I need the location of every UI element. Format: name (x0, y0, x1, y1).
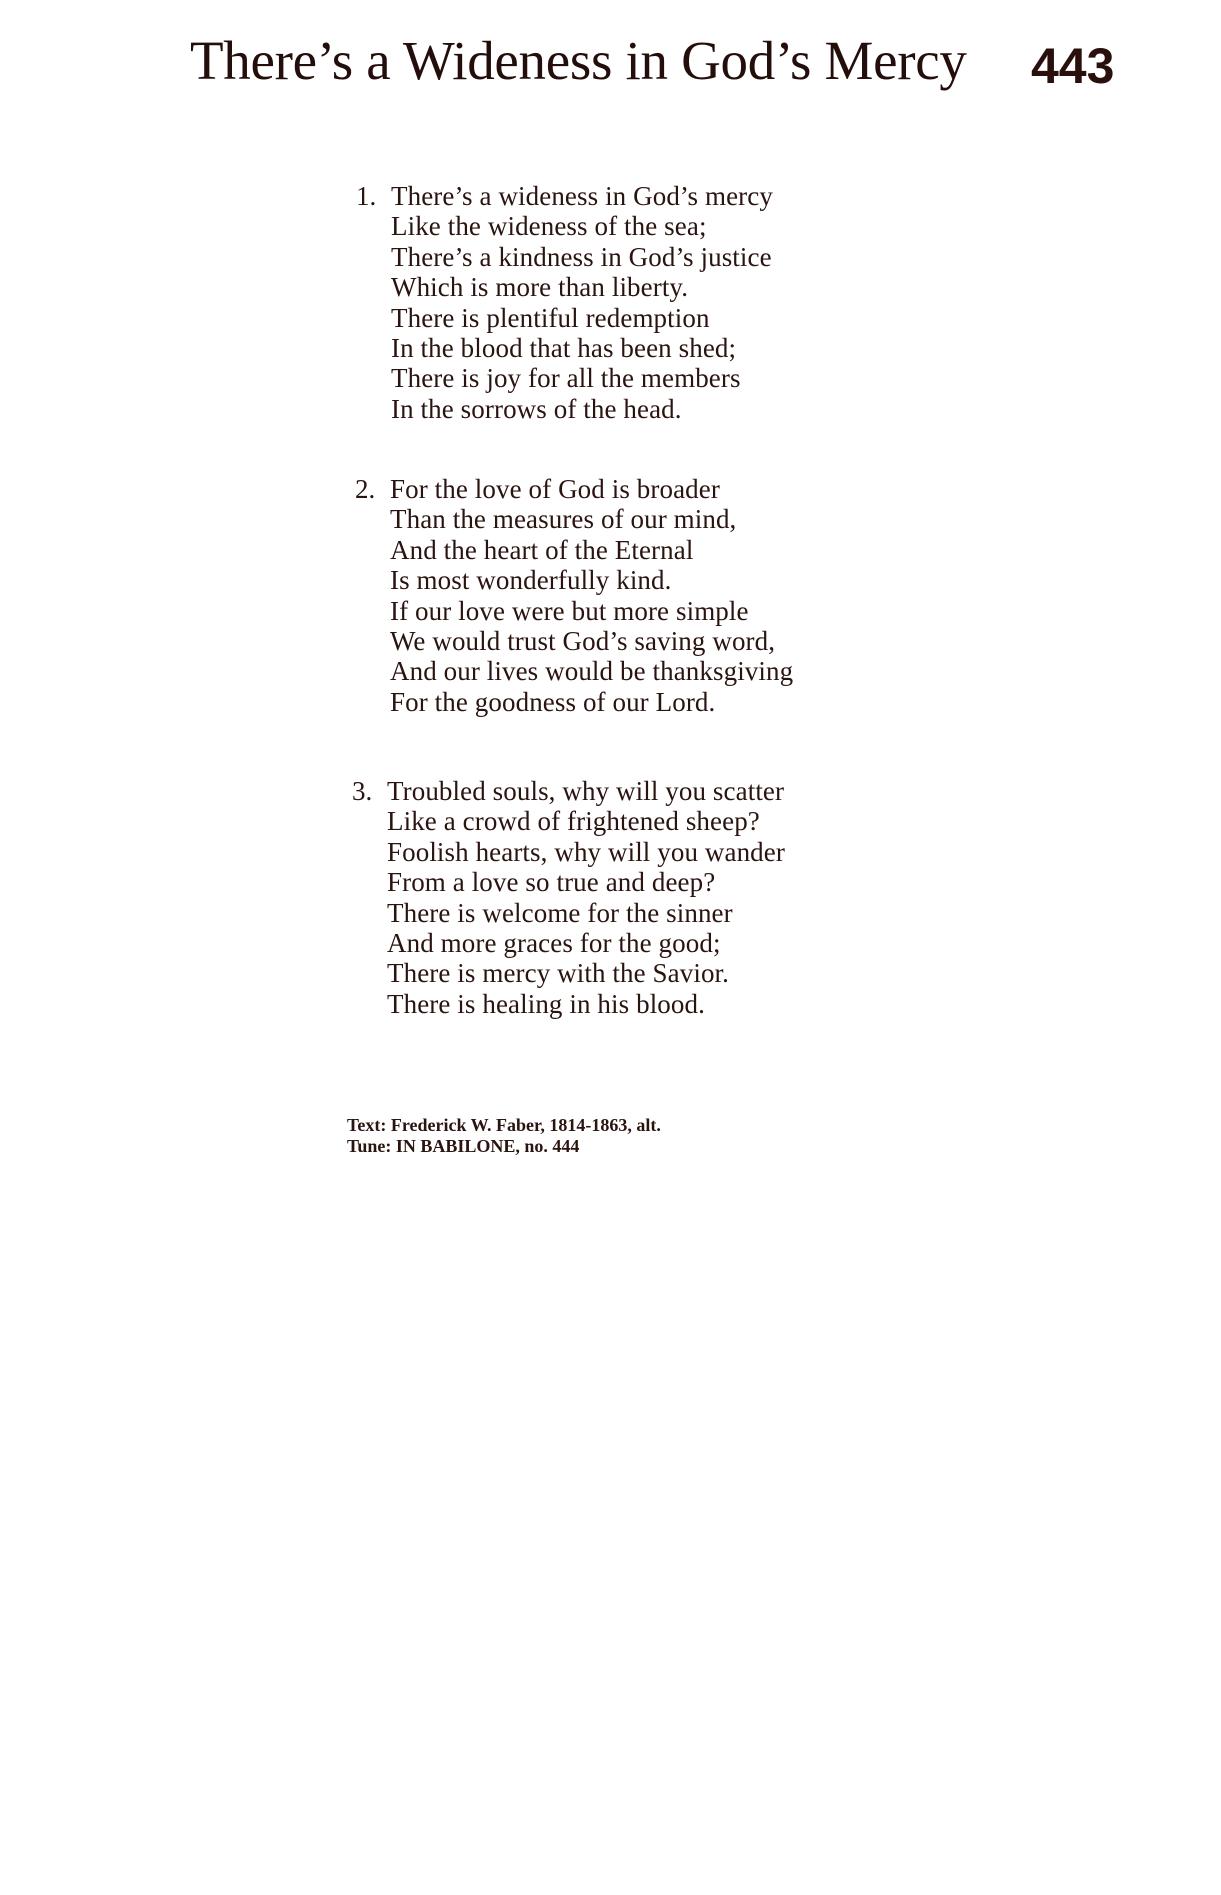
verse-line: For the goodness of our Lord. (390, 686, 716, 717)
verse-number: 3. (352, 776, 373, 806)
verse-line: There’s a wideness in God’s mercy (391, 181, 773, 211)
verse-line: And more graces for the good; (387, 928, 721, 959)
verse-lines (391, 181, 773, 424)
verse-line: If our love were but more simple (390, 595, 749, 626)
verse-line: Foolish hearts, why will you wander (387, 836, 785, 867)
verse-line: We would trust God’s saving word, (390, 626, 776, 657)
verse-line: Like the wideness of the sea; (391, 211, 707, 242)
verse-line: In the sorrows of the head. (391, 393, 682, 424)
verse-number: 2. (355, 474, 376, 504)
verse-line: Troubled souls, why will you scatter (387, 776, 785, 806)
verse-line: There is mercy with the Savior. (387, 958, 730, 989)
verse-line: There is joy for all the members (391, 363, 741, 394)
verse-line: Is most wonderfully kind. (390, 565, 672, 596)
verse-lines (390, 474, 793, 717)
verse-line: Which is more than liberty. (391, 272, 689, 303)
verse-number: 1. (356, 181, 377, 211)
verse-line: There is welcome for the sinner (387, 897, 733, 928)
text-credit: Text: Frederick W. Faber, 1814-1863, alt. (347, 1115, 661, 1135)
verse-line: There is plentiful redemption (391, 302, 710, 333)
verse-line: Like a crowd of frightened sheep? (387, 806, 760, 837)
hymn-credits (347, 1115, 661, 1157)
verse-line: And the heart of the Eternal (390, 534, 694, 565)
hymn-title: There’s a Wideness in God’s Mercy (190, 30, 967, 91)
verse-line: Than the measures of our mind, (390, 504, 737, 535)
verse-line: From a love so true and deep? (387, 867, 716, 898)
verse-line: In the blood that has been shed; (391, 333, 737, 364)
tune-credit: Tune: IN BABILONE, no. 444 (347, 1136, 580, 1156)
verse-lines (387, 776, 785, 1019)
verse-line: There’s a kindness in God’s justice (391, 241, 772, 272)
verse-line: For the love of God is broader (390, 474, 720, 504)
hymn-number: 443 (1031, 38, 1115, 94)
verse-line: And our lives would be thanksgiving (390, 656, 794, 687)
verse-line: There is healing in his blood. (387, 988, 705, 1019)
